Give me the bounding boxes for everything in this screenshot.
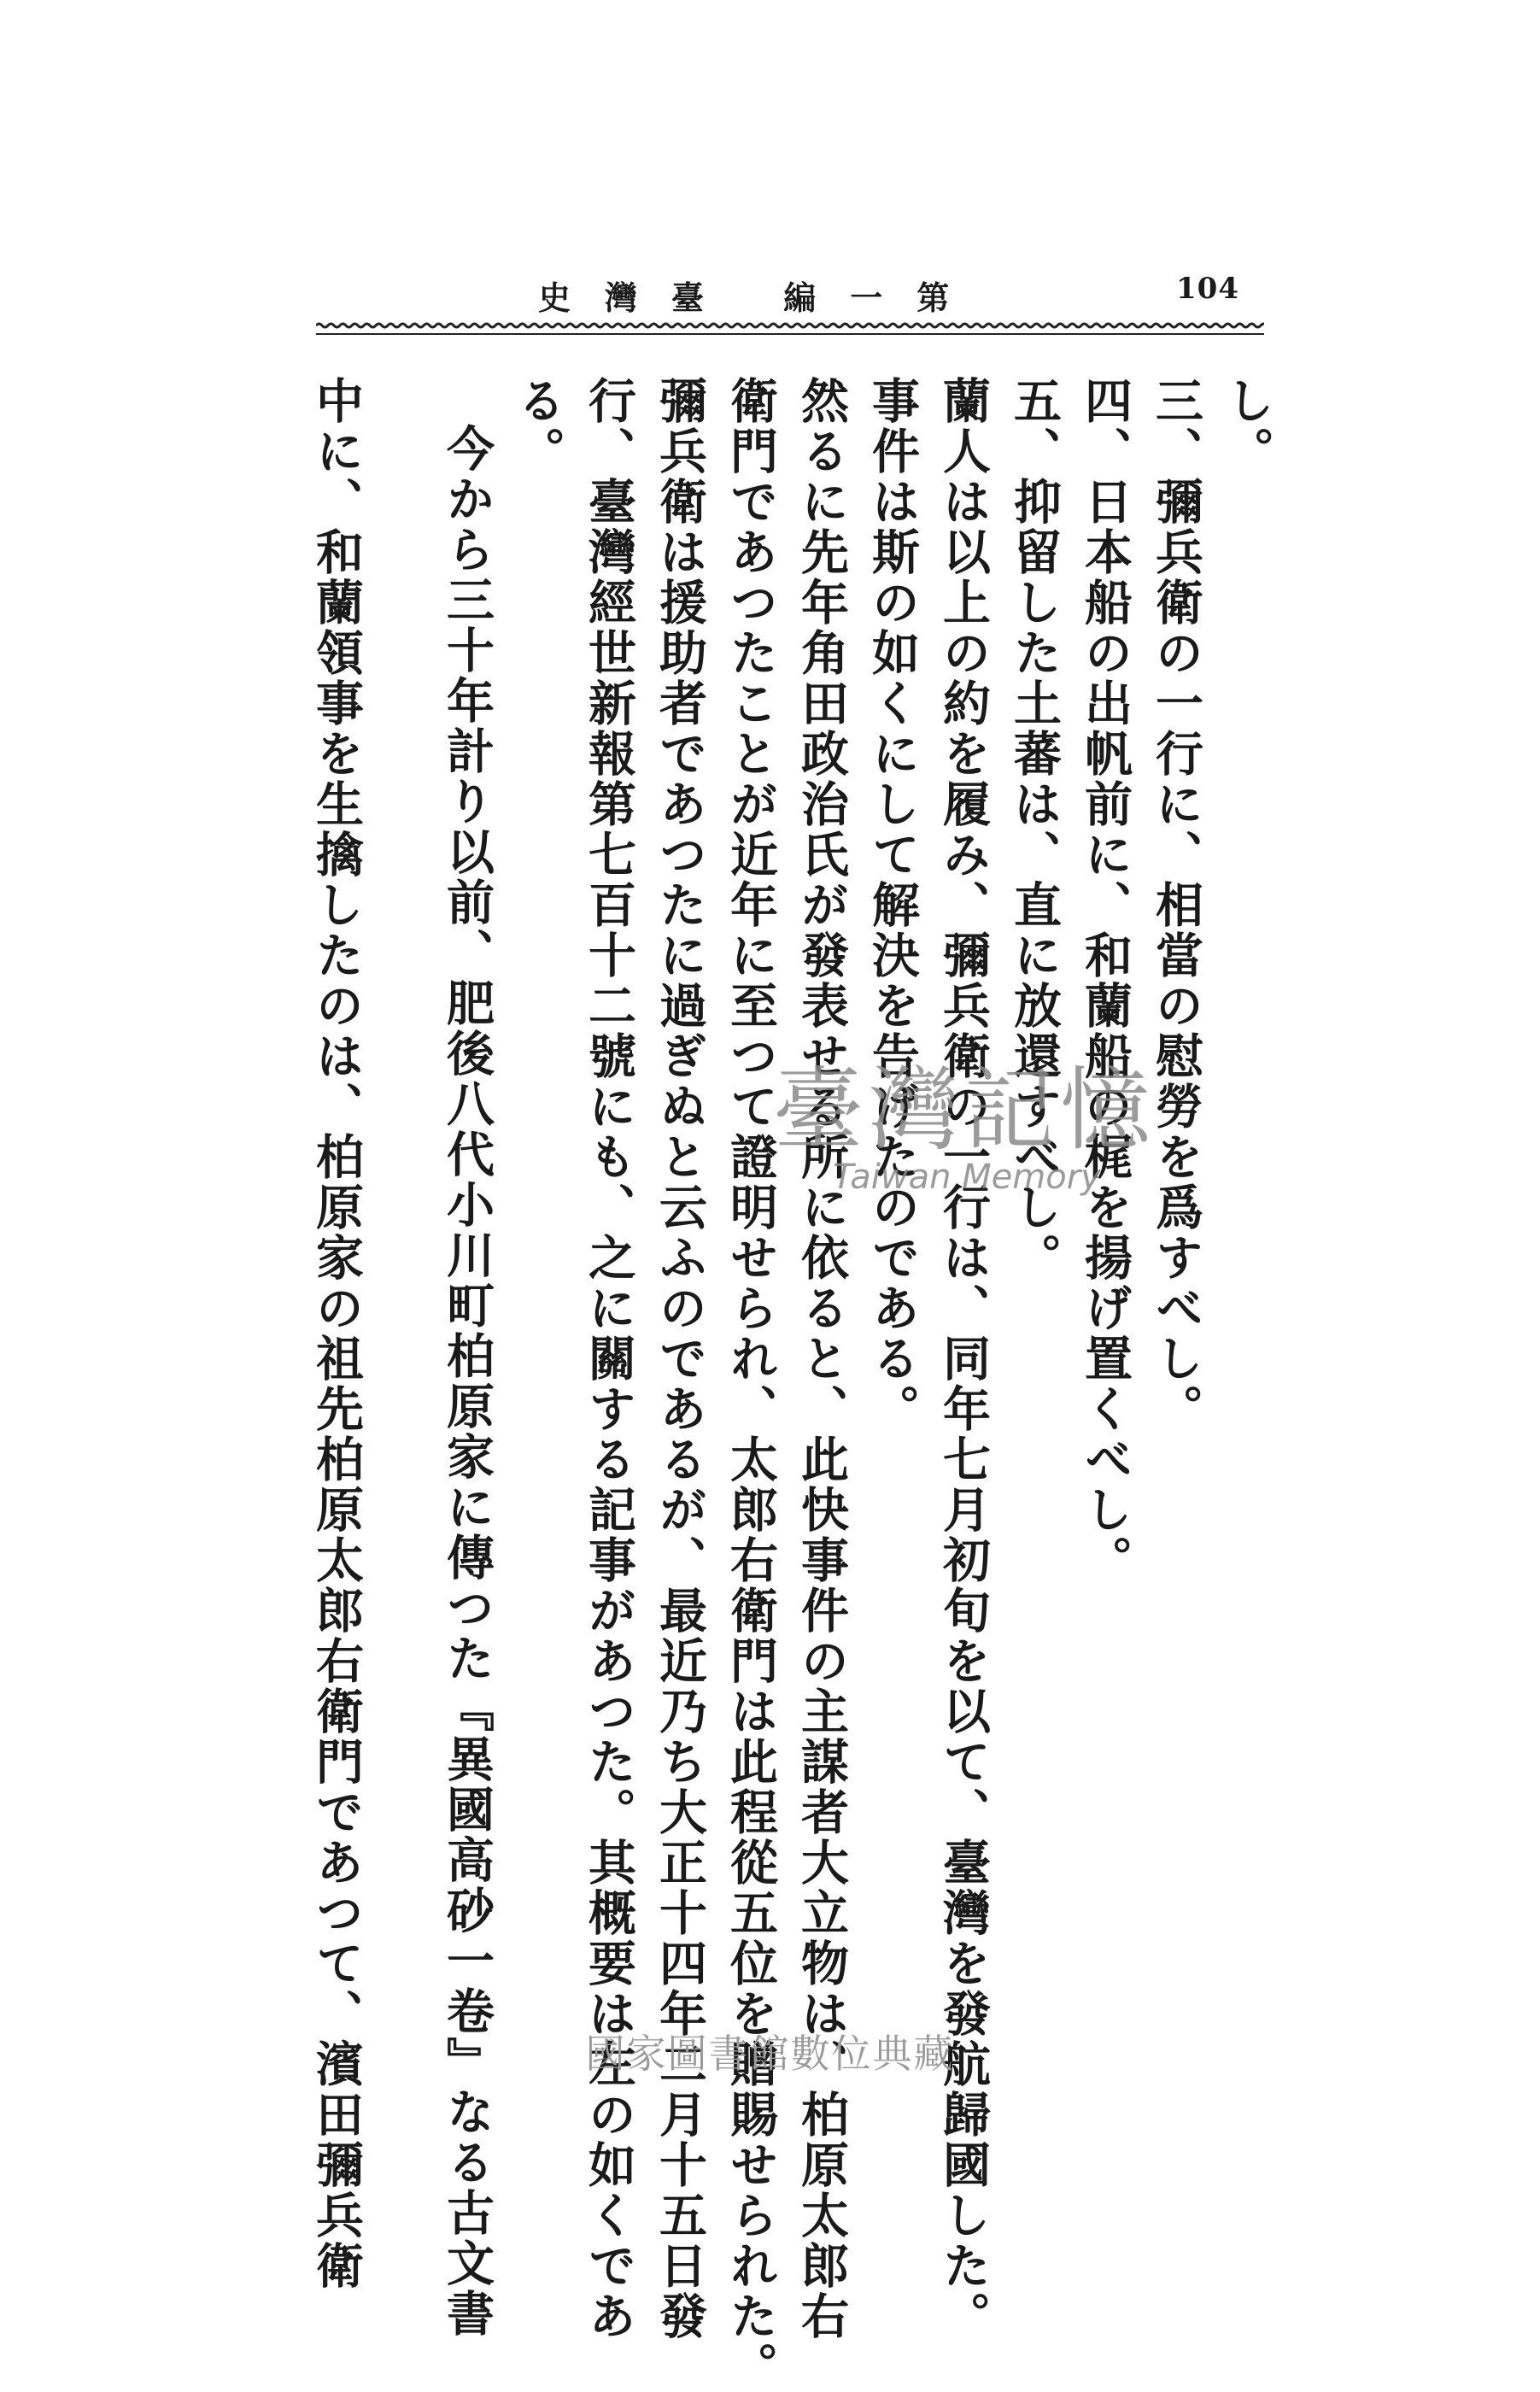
text-line: 行、臺灣經世新報第七百十二號にも、之に關する記事があつた。其概要は左の如くであ: [581, 376, 637, 2342]
text-line: 然るに先年角田政治氏が發表せる所に依ると、此快事件の主謀者大立物は、柏原太郎右: [793, 376, 850, 2342]
text-line: る。: [510, 376, 566, 477]
text-line: 三、彌兵衛の一行に、相當の慰勞を爲すべし。: [1148, 376, 1204, 1434]
text-line: 衛門であつたことが近年に至つて證明せられ、太郎右衛門は此程從五位を贈賜せられた。: [723, 376, 779, 2392]
text-line: 五、抑留した土蕃は、直に放還すべし。: [1006, 376, 1063, 1283]
text-line: 事件は斯の如くにして解決を告げたのである。: [864, 376, 921, 1434]
watermark-en: Taiwan Memory: [833, 1158, 1101, 1197]
text-line: 今から三十年計り以前、肥後八代小川町柏原家に傳つた『異國高砂一卷』なる古文書: [439, 424, 495, 2339]
page-number: 104: [1176, 272, 1239, 306]
text-line: 四、日本船の出帆前に、和蘭船の梶を揚げ置くべし。: [1077, 376, 1133, 1586]
text-line: 蘭人は以上の約を履み、彌兵衛の一行は、同年七月初旬を以て、臺灣を發航歸國した。: [935, 376, 992, 2342]
watermark-cjk: 臺灣記憶: [773, 1058, 1156, 1163]
footer-collection-label: 國家圖書館數位典藏: [585, 2031, 955, 2077]
text-line: 彌兵衛は援助者であつたに過ぎぬと云ふのであるが、最近乃ち大正十四年二月十五日發: [652, 376, 708, 2342]
text-line: 中に、和蘭領事を生擒したのは、柏原家の祖先柏原太郎右衛門であつて、濱田彌兵衛: [308, 376, 365, 2291]
watermark: [773, 1038, 1156, 1197]
text-line: し。: [1219, 376, 1275, 477]
wavy-rule: [316, 318, 1264, 338]
running-header: 第一編 臺灣史: [538, 278, 984, 317]
